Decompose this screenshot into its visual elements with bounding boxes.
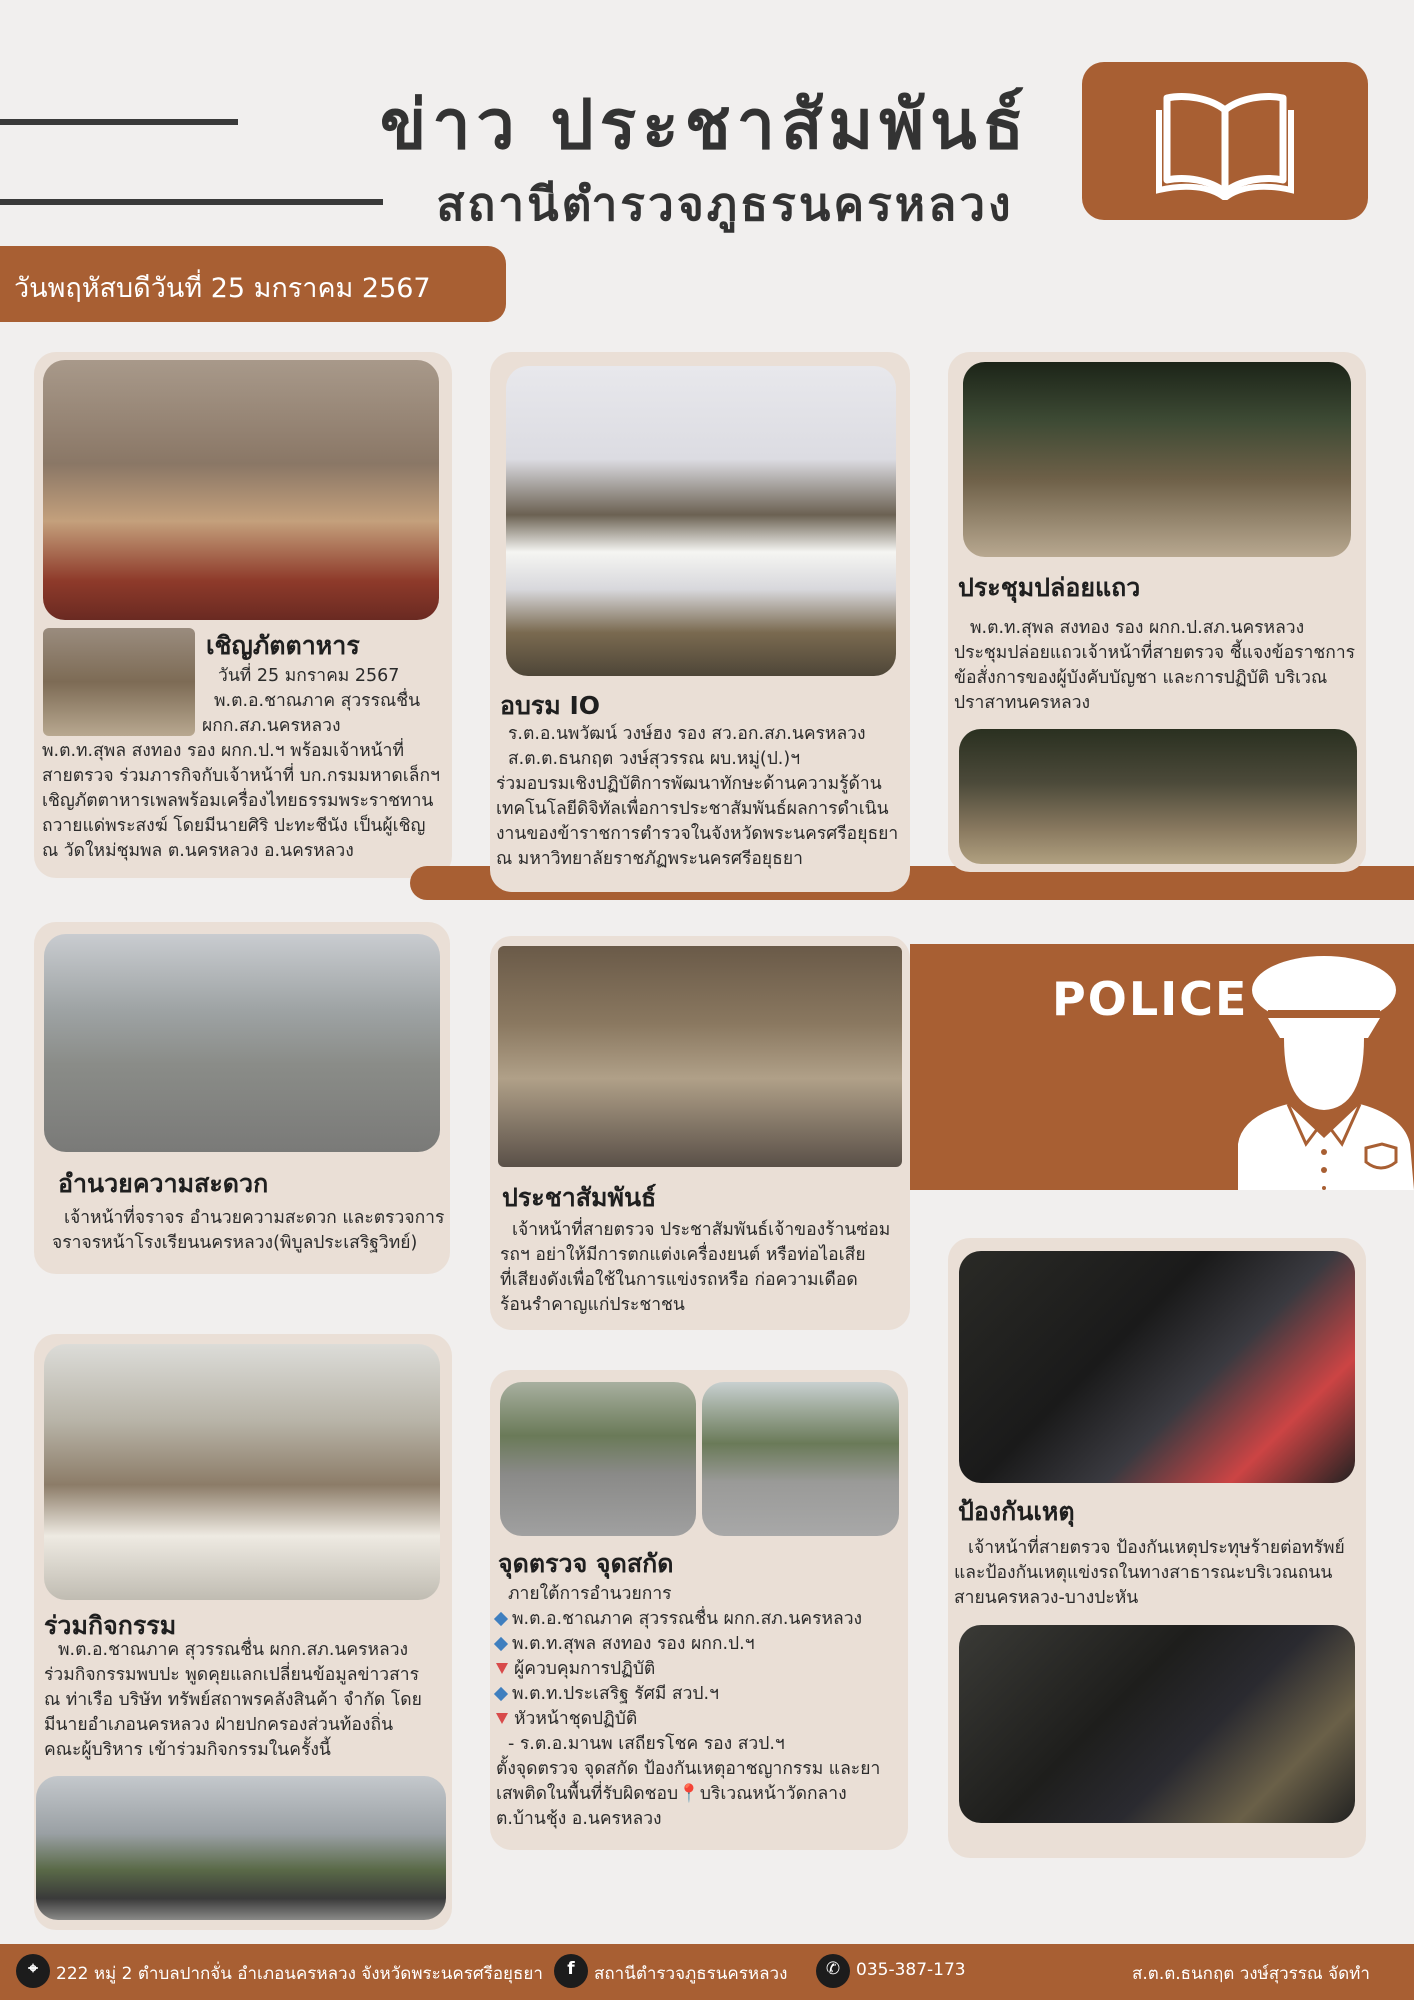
heading-activity: ร่วมกิจกรรม [44,1611,177,1640]
text-pr: เจ้าหน้าที่สายตรวจ ประชาสัมพันธ์เจ้าของร้านซ่อม รถฯ อย่าให้มีการตกแต่งเครื่องยนต์ หรือท่อไอเสีย ที่เสียงดังเพื่อใช้ในการแข่งรถหรือ ก่อความเดือด ร้อนรำคาญแก่ประชาชน [500,1220,891,1315]
police-officer-icon [1228,948,1414,1190]
photo-checkpoint-car [500,1382,696,1536]
heading-traffic: อำนวยความสะดวก [58,1169,269,1198]
footer-facebook[interactable]: สถานีตำรวจภูธรนครหลวง [594,1964,788,1984]
header-rule-top [0,119,238,125]
footer-bar [0,1944,1414,2000]
text-prevent: เจ้าหน้าที่สายตรวจ ป้องกันเหตุประทุษร้ายต่อทรัพย์ และป้องกันเหตุแข่งรถในทางสาธารณะบริเวณถนน สายนครหลวง-บางปะหัน [954,1538,1345,1608]
photo-meeting-tent [44,1344,440,1600]
open-book-icon [1155,80,1295,200]
photo-night-patrol [959,729,1357,864]
diamond-bullet-icon [494,1687,508,1701]
heading-prevent: ป้องกันเหตุ [958,1497,1075,1526]
triangle-bullet-icon [496,1663,508,1674]
footer-phone[interactable]: 035-387-173 [856,1960,966,1980]
photo-school-traffic [44,934,440,1152]
diamond-bullet-icon [494,1612,508,1626]
text-training: ร.ต.อ.นพวัฒน์ วงษ์ฮง รอง สว.อก.สภ.นครหลวง ส.ต.ต.ธนกฤต วงษ์สุวรรณ ผบ.หมู่(ป.)ฯ ร่วมอบรมเชิงปฏิบัติการพัฒนาทักษะด้านความรู้ด้าน เทคโนโลยีดิจิทัลเพื่อการประชาสัมพันธ์ผลการดำเนิน งานของข้าราชการตำรวจในจังหวัดพระนครศรีอยุธยา ณ มหาวิทยาลัยราชภัฏพระนครศรีอยุธยา [496,724,899,869]
facebook-icon[interactable]: f [554,1954,588,1988]
location-pin-icon: ⌖ [16,1954,50,1988]
page-title: ข่าว ประชาสัมพันธ์ [379,86,1031,165]
photo-night-lineup [963,362,1351,557]
header-rule-bottom [0,199,383,205]
phone-icon[interactable]: ✆ [816,1954,850,1988]
photo-night-selfie [959,1251,1355,1483]
heading-checkpoint: จุดตรวจ จุดสกัด [498,1549,674,1578]
heading-meeting: ประชุมปล่อยแถว [958,573,1141,602]
photo-night-road [959,1625,1355,1823]
police-label: POLICE [1052,972,1249,1026]
heading-training: อบรม IO [500,691,601,720]
text-traffic: เจ้าหน้าที่จราจร อำนวยความสะดวก และตรวจการ จราจรหน้าโรงเรียนนครหลวง(พิบูลประเสริฐวิทย์) [52,1208,445,1253]
photo-temple-ceremony [43,360,439,620]
text-checkpoint: ภายใต้การอำนวยการ พ.ต.อ.ชาณภาค สุวรรณชื่น ผกก.สภ.นครหลวง พ.ต.ท.สุพล สงทอง รอง ผกก.ป.ฯ ผู้ควบคุมการปฏิบัติ พ.ต.ท.ประเสริฐ รัศมี สวป.ฯ หัวหน้าชุดปฏิบัติ - ร.ต.อ.มานพ เสถียรโชค รอง สวป.ฯ ตั้งจุดตรวจ จุดสกัด ป้องกันเหตุอาชญากรรม และยา เสพติดในพื้นที่รับผิดชอบ📍บริเวณหน้าวัดกลาง ต.บ้านชุ้ง อ.นครหลวง [496,1582,906,1832]
text-activity: พ.ต.อ.ชาณภาค สุวรรณชื่น ผกก.สภ.นครหลวง ร่วมกิจกรรมพบปะ พูดคุยแลกเปลี่ยนข้อมูลข่าวสาร ณ ท่าเรือ บริษัท ทรัพย์สถาพรคลังสินค้า จำกัด โดย มีนายอำเภอนครหลวง ฝ่ายปกครองส่วนท้องถิ่น คณะผู้บริหาร เข้าร่วมกิจกรรมในครั้งนี้ [44,1640,422,1760]
footer-credit: ส.ต.ต.ธนกฤต วงษ์สุวรรณ จัดทำ [1132,1964,1370,1984]
footer-address: 222 หมู่ 2 ตำบลปากจั่น อำเภอนครหลวง จังหวัดพระนครศรีอยุธยา [56,1964,543,1984]
page-subtitle: สถานีตำรวจภูธรนครหลวง [436,177,1014,231]
heading-pr: ประชาสัมพันธ์ [502,1183,657,1212]
photo-repair-shop [498,946,902,1167]
photo-checkpoint-motorbike [702,1382,899,1536]
triangle-bullet-icon [496,1713,508,1724]
photo-group-pier [36,1776,446,1920]
heading-chernpak: เชิญภัตตาหาร [206,631,360,660]
text-chernpak: วันที่ 25 มกราคม 2567 พ.ต.อ.ชาณภาค สุวรรณชื่น ผกก.สภ.นครหลวง พ.ต.ท.สุพล สงทอง รอง ผกก.ป.ฯ พร้อมเจ้าหน้าที่ สายตรวจ ร่วมภารกิจกับเจ้าหน้าที่ บก.กรมมหาดเล็กฯ เชิญภัตตาหารเพลพร้อมเครื่องไทยธรรมพระราชทาน ถวายแด่พระสงฆ์ โดยมีนายศิริ ปะทะชีนัง เป็นผู้เชิญ ณ วัดใหม่ชุมพล ต.นครหลวง อ.นครหลวง [42,666,440,861]
text-meeting: พ.ต.ท.สุพล สงทอง รอง ผกก.ป.สภ.นครหลวง ประชุมปล่อยแถวเจ้าหน้าที่สายตรวจ ชี้แจงข้อราชการ ข้อสั่งการของผู้บังคับบัญชา และการปฏิบัติ บริเวณ ปราสาทนครหลวง [954,618,1356,713]
photo-training-room [506,366,896,676]
diamond-bullet-icon [494,1637,508,1651]
date-banner: วันพฤหัสบดีวันที่ 25 มกราคม 2567 [0,246,506,322]
logo-badge [1082,62,1368,220]
